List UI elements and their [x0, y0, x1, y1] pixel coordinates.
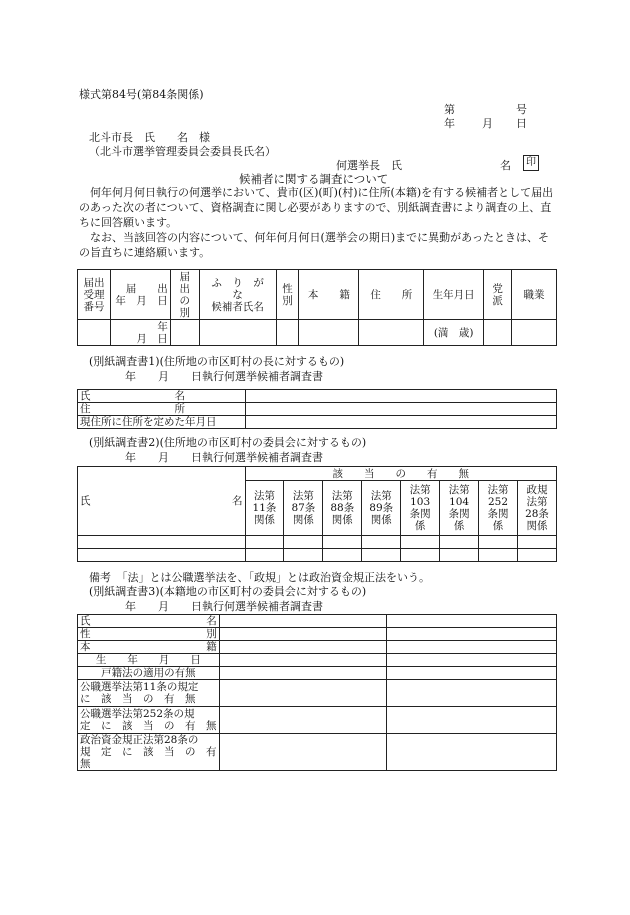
survey3-title: 年 月 日執行何選挙候補者調査書: [125, 600, 323, 613]
header-candidate-name: ふ り が な 候補者氏名: [199, 270, 276, 320]
survey1-title: 年 月 日執行何選挙候補者調査書: [125, 370, 323, 383]
survey3-row-seiki-28: 政治資金規正法第28条の 規 定 に 該 当 の 有 無: [78, 734, 220, 771]
body-paragraph-1: 何年何月何日執行の何選挙において、貴市(区)(町)(村)に住所(本籍)を有する候補者として届出のあった次の者について、資格調査に関し必要がありますので、別紙調査書により調査の上、直ちに回答願います。: [79, 186, 554, 229]
header-address: 住 所: [359, 270, 424, 320]
survey3-caption: (別紙調査書3)(本籍地の市区町村の委員会に対するもの): [89, 585, 367, 598]
date-day: 日: [516, 117, 527, 130]
seal-mark: [523, 155, 539, 171]
survey3-table: [77, 614, 557, 771]
survey2-col-law-252: 法第 252 条関 係: [479, 481, 518, 536]
candidate-table: [77, 269, 557, 346]
survey1-cell-address: [245, 403, 556, 416]
survey2-table: [77, 466, 557, 562]
cell-candidate-name: [199, 320, 276, 346]
date-year: 年: [444, 117, 455, 130]
survey1-cell-residence-date: [245, 416, 556, 429]
survey3-row-honseki: 本 籍: [78, 641, 220, 654]
addressee-line2: （北斗市選挙管理委員会委員長氏名）: [89, 145, 276, 158]
sender-name-label: 名: [500, 159, 511, 172]
survey2-col-law-104: 法第 104 条関 係: [440, 481, 479, 536]
header-birthdate: 生年月日: [424, 270, 484, 320]
survey3-row-birthdate: 生 年 月 日: [78, 654, 220, 667]
date-month: 月: [482, 117, 493, 130]
doc-number-suffix: 号: [516, 103, 527, 116]
form-number: 様式第84号(第84条関係): [79, 88, 204, 101]
header-filing-kind: 届 出 の 別: [170, 270, 199, 320]
survey1-row-residence-date: 現住所に住所を定めた年月日: [78, 416, 246, 429]
survey2-col-law-88: 法第 88条 関係: [323, 481, 362, 536]
body-paragraph-2: なお、当該回答の内容について、何年何月何日(選挙会の期日)までに異動があったときは、その旨直ちに連絡願います。: [79, 231, 550, 259]
cell-party: [484, 320, 512, 346]
survey2-col-law-89: 法第 89条 関係: [362, 481, 401, 536]
addressee-line1: 北斗市長 氏 名 様: [89, 131, 210, 144]
survey2-col-law-103: 法第 103 条関 係: [401, 481, 440, 536]
cell-filing-date: 年 月 日: [110, 320, 170, 346]
header-honseki: 本 籍: [299, 270, 359, 320]
cell-sex: [276, 320, 299, 346]
header-receipt-number: 届出 受理 番号: [78, 270, 111, 320]
cell-birthdate: (満 歳): [424, 320, 484, 346]
header-sex: 性 別: [276, 270, 299, 320]
sender-label: 何選挙長 氏: [336, 159, 402, 172]
survey1-table: [77, 389, 557, 429]
survey2-blank-row: [78, 549, 557, 562]
survey2-group-header: 該 当 の 有 無: [245, 467, 557, 481]
survey2-caption: (別紙調査書2)(住所地の市区町村の委員会に対するもの): [89, 436, 367, 449]
survey2-col-seiki-28: 政規 法第 28条 関係: [518, 481, 557, 536]
survey1-caption: (別紙調査書1)(住所地の市区町村の長に対するもの): [89, 355, 345, 368]
note: 備考 「法」とは公職選挙法を、「政規」とは政治資金規正法をいう。: [89, 571, 430, 584]
survey3-row-name: 氏 名: [78, 615, 220, 628]
survey3-row-sex: 性 別: [78, 628, 220, 641]
survey2-col-law-11: 法第 11条 関係: [245, 481, 284, 536]
survey1-row-address: 住 所: [78, 403, 246, 416]
header-filing-date: 届 出 年 月 日: [110, 270, 170, 320]
doc-number-label: 第: [444, 103, 455, 116]
cell-filing-kind: [170, 320, 199, 346]
survey2-col-law-87: 法第 87条 関係: [284, 481, 323, 536]
cell-receipt-number: [78, 320, 111, 346]
survey2-blank-row: [78, 536, 557, 549]
survey3-row-law-252: 公職選挙法第252条の規 定 に 該 当 の 有 無: [78, 707, 220, 734]
cell-occupation: [512, 320, 557, 346]
seal-icon: 印: [523, 155, 539, 171]
doc-title: 候補者に関する調査について: [239, 172, 389, 186]
survey2-title: 年 月 日執行何選挙候補者調査書: [125, 451, 323, 464]
header-party: 党 派: [484, 270, 512, 320]
survey1-cell-name: [245, 390, 556, 403]
cell-honseki: [299, 320, 359, 346]
survey2-name-header: 氏 名: [78, 467, 246, 536]
survey1-row-name: 氏 名: [78, 390, 246, 403]
survey3-row-law-11: 公職選挙法第11条の規定 に 該 当 の 有 無: [78, 680, 220, 707]
cell-address: [359, 320, 424, 346]
header-occupation: 職業: [512, 270, 557, 320]
survey3-row-family-register: 戸籍法の適用の有無: [78, 667, 220, 680]
